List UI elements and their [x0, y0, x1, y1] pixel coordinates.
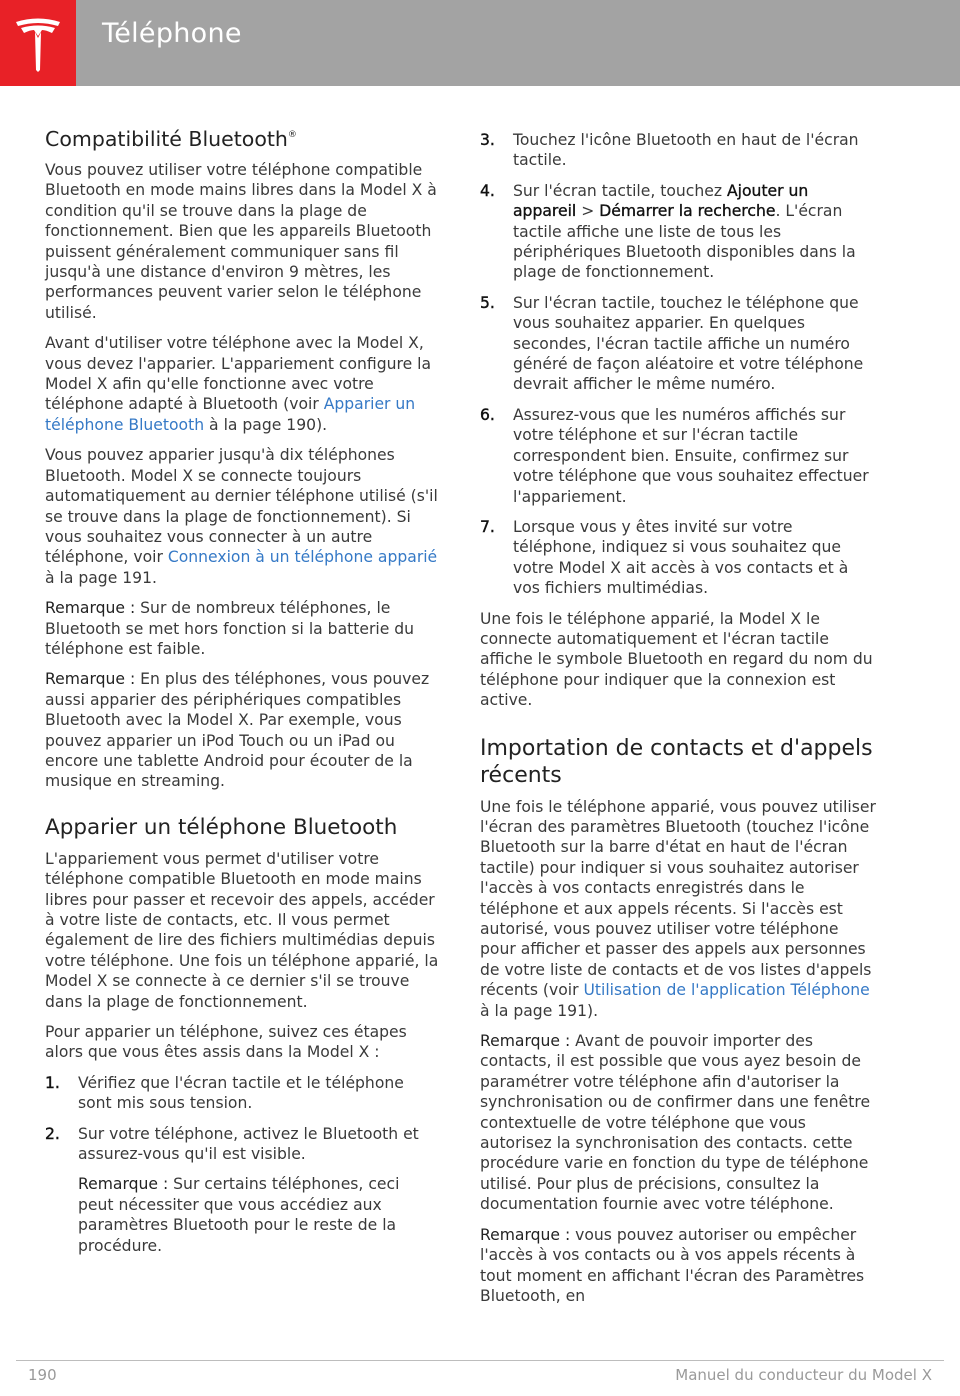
registered-mark: ® — [287, 130, 297, 140]
paragraph: Vous pouvez utiliser votre téléphone compatible Bluetooth en mode mains libres dans la Model X à condition qu'il se trouve dans la plage de fonctionnement. Bien que les appareils Bluetooth puissent généralement communiquer sans fil jusqu'à une distance d'environ 9 mètres, les performances peuvent varier selon le téléphone utilisé. — [45, 161, 437, 322]
paragraph: L'appariement vous permet d'utiliser votre téléphone compatible Bluetooth en mode mains libres pour passer et recevoir des appels, accéder à votre liste de contacts, etc. Il vous permet également de lire des fichiers multimédias depuis votre téléphone. Une fois un téléphone apparié, la Model X se connecte à ce dernier s'il se trouve dans la plage de fonctionnement. — [45, 849, 439, 1011]
heading-compatibilite: Compatibilité Bluetooth® — [45, 127, 297, 151]
heading-apparier: Apparier un téléphone Bluetooth — [45, 814, 398, 840]
link-application-telephone[interactable]: Utilisation de l'application Téléphone — [583, 981, 870, 1000]
logo-badge — [0, 0, 76, 86]
manual-title: Manuel du conducteur du Model X — [675, 1366, 932, 1384]
list-item: 4. Sur l'écran tactile, touchez Ajouter un appareil > Démarrer la recherche. L'écran tactile affiche une liste de tous les périphériques Bluetooth disponibles dans la plage de fonctionnement. — [480, 181, 856, 282]
paragraph: Une fois le téléphone apparié, vous pouvez utiliser l'écran des paramètres Bluetooth (touchez l'icône Bluetooth sur la barre d'état en haut de l'écran tactile) pour indiquer si vous souhaitez autoriser l'accès à vos contacts enregistrés dans le téléphone et aux appels récents. Si l'accès est autorisé, vous pouvez utiliser votre téléphone pour afficher et passer des appels aux personnes de votre liste de contacts et de vos listes d'appels récents (voir Utilisation de l'application Téléphone à la page 191). — [480, 797, 876, 1020]
link-connexion[interactable]: Connexion à un téléphone apparié — [167, 548, 438, 567]
paragraph: Pour apparier un téléphone, suivez ces étapes alors que vous êtes assis dans la Model X : — [45, 1023, 407, 1062]
ui-label: Ajouter un appareil — [513, 181, 809, 221]
note: Remarque : Sur de nombreux téléphones, le Bluetooth se met hors fonction si la batterie du téléphone est faible. — [45, 599, 415, 658]
list-item: 3. Touchez l'icône Bluetooth en haut de l'écran tactile. — [480, 131, 859, 170]
list-item: 2. Sur votre téléphone, activez le Bluetooth et assurez-vous qu'il est visible. Remarque : Sur certains téléphones, ceci peut nécessiter que vous accédiez aux paramètres Bluetooth pour le reste de la procédure. — [45, 1124, 439, 1256]
note-label: Remarque : — [45, 599, 136, 618]
list-item: 6. Assurez-vous que les numéros affichés sur votre téléphone et sur l'écran tactile correspondent bien. Ensuite, confirmez sur votre téléphone que vous souhaitez effectuer l'appariement. — [480, 405, 869, 506]
steps-list — [45, 1073, 439, 1256]
list-item: 7. Lorsque vous y êtes invité sur votre téléphone, indiquez si vous souhaitez que votre Model X ait accès à vos contacts et à vos fichiers multimédias. — [480, 517, 849, 598]
paragraph: Vous pouvez apparier jusqu'à dix téléphones Bluetooth. Model X se connecte toujours automatiquement au dernier téléphone utilisé (s'il se trouve dans la plage de fonctionnement). Si vous souhaitez vous connecter à un autre téléphone, voir Connexion à un téléphone apparié à la page 191. — [45, 446, 438, 587]
note-label: Remarque : — [480, 1225, 571, 1244]
note: Remarque : En plus des téléphones, vous pouvez aussi apparier des périphériques compatibles Bluetooth avec la Model X. Par exemple, vous pouvez apparier un iPod Touch ou un iPad ou encore une tablette Android pour écouter de la musique en streaming. — [45, 670, 430, 791]
paragraph: Avant d'utiliser votre téléphone avec la Model X, vous devez l'apparier. L'appariement configure la Model X afin qu'elle fonctionne avec votre téléphone adapté à Bluetooth (voir Apparier un téléphone Bluetooth à la page 190). — [45, 334, 432, 434]
note-label: Remarque : — [78, 1175, 169, 1194]
page-number: 190 — [28, 1366, 57, 1384]
note-label: Remarque : — [45, 670, 136, 689]
ui-label: Démarrer la recherche — [599, 202, 776, 221]
note-label: Remarque : — [480, 1032, 571, 1051]
note: Remarque : Avant de pouvoir importer des contacts, il est possible que vous ayez besoin de paramétrer votre téléphone afin d'autoriser la synchronisation ou de confirmer dans une fenêtre contextuelle de votre téléphone que vous autorisez la synchronisation des contacts. cette procédure varie en fonction du type de téléphone utilisé. Pour plus de précisions, consultez la documentation fournie avec votre téléphone. — [480, 1032, 871, 1214]
tesla-logo-icon — [12, 16, 64, 72]
list-item: 1. Vérifiez que l'écran tactile et le téléphone sont mis sous tension. — [45, 1073, 404, 1113]
footer-divider — [16, 1360, 944, 1361]
heading-importation: Importation de contacts et d'appels récents — [480, 735, 873, 788]
right-column — [480, 130, 876, 1316]
left-column — [45, 122, 439, 1266]
page-header — [0, 0, 960, 86]
link-apparier[interactable]: Apparier un téléphone Bluetooth — [45, 395, 416, 434]
note: Remarque : Sur certains téléphones, ceci peut nécessiter que vous accédiez aux paramètres Bluetooth pour le reste de la procédure. — [78, 1175, 400, 1255]
section-title: Téléphone — [102, 18, 242, 49]
note: Remarque : vous pouvez autoriser ou empêcher l'accès à vos contacts ou à vos appels récents à tout moment en affichant l'écran des Paramètres Bluetooth, en — [480, 1225, 865, 1305]
list-item: 5. Sur l'écran tactile, touchez le téléphone que vous souhaitez apparier. En quelques secondes, l'écran tactile affiche un numéro généré de façon aléatoire et votre téléphone devrait afficher le même numéro. — [480, 293, 864, 394]
steps-list — [480, 130, 876, 599]
paragraph: Une fois le téléphone apparié, la Model X le connecte automatiquement et l'écran tactile affiche le symbole Bluetooth en regard du nom du téléphone pour indiquer que la connexion est active. — [480, 609, 873, 710]
